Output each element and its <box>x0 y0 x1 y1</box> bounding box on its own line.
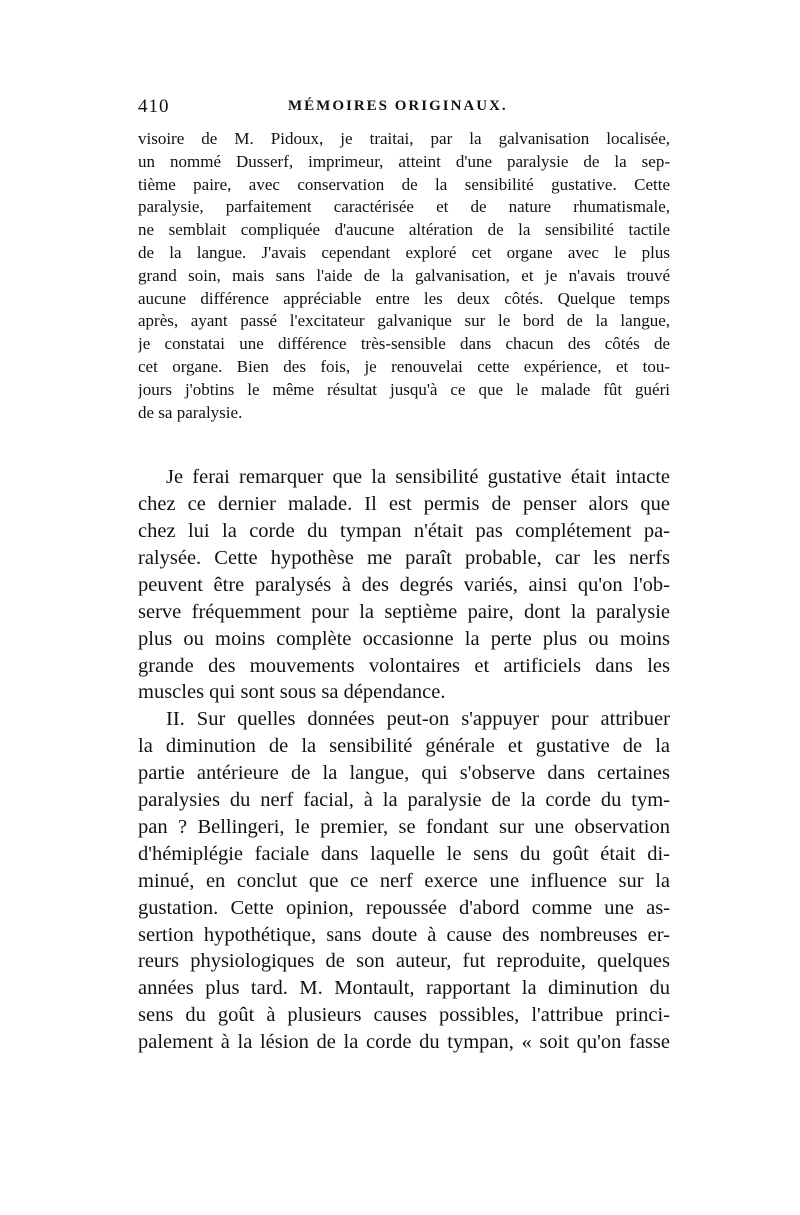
text-line: de la langue. J'avais cependant exploré cet organe avec le plus <box>138 242 670 262</box>
text-line: je constatai une différence très-sensible dans chacun des côtés de <box>138 334 670 354</box>
text-line: jours j'obtins le même résultat jusqu'à ce que le malade fût guéri <box>138 379 670 399</box>
text-line: gustation. Cette opinion, repoussée d'abord comme une as- <box>138 896 670 919</box>
text-line: années plus tard. M. Montault, rapportant la diminution du <box>138 977 670 1000</box>
text-line: palement à la lésion de la corde du tympan, « soit qu'on fasse <box>138 1031 670 1054</box>
text-line: visoire de M. Pidoux, je traitai, par la galvanisation localisée, <box>138 129 670 148</box>
text-line: la diminution de la sensibilité générale et gustative de la <box>138 735 670 758</box>
text-line: grand soin, mais sans l'aide de la galvanisation, et je n'avais trouvé <box>138 265 670 285</box>
text-line: tième paire, avec conservation de la sensibilité gustative. Cette <box>138 174 670 194</box>
text-line: aucune différence appréciable entre les deux côtés. Quelque temps <box>138 288 670 308</box>
paragraph-2 <box>138 464 670 706</box>
text-line: après, ayant passé l'excitateur galvanique sur le bord de la langue, <box>138 311 670 331</box>
text-line: chez lui la corde du tympan n'était pas complétement pa- <box>138 520 670 543</box>
text-line: sertion hypothétique, sans doute à cause des nombreuses er- <box>138 923 670 946</box>
text-line: paralysie, parfaitement caractérisée et de nature rhumatismale, <box>138 197 670 217</box>
text-line: chez ce dernier malade. Il est permis de penser alors que <box>138 493 670 516</box>
text-line: Je ferai remarquer que la sensibilité gustative était intacte <box>166 466 670 489</box>
text-line: de sa paralysie. <box>138 402 243 422</box>
text-line: partie antérieure de la langue, qui s'observe dans certaines <box>138 762 670 785</box>
text-line: serve fréquemment pour la septième paire, dont la paralysie <box>138 600 670 623</box>
text-line: minué, en conclut que ce nerf exerce une influence sur la <box>138 869 670 892</box>
book-page <box>138 96 670 1056</box>
text-line: muscles qui sont sous sa dépendance. <box>138 681 446 704</box>
paragraph-1 <box>138 128 670 424</box>
text-line: peuvent être paralysés à des degrés variés, ainsi qu'on l'ob- <box>138 573 670 596</box>
text-line: cet organe. Bien des fois, je renouvelai cette expérience, et tou- <box>138 356 670 376</box>
text-line: II. Sur quelles données peut-on s'appuyer pour attribuer <box>166 708 670 731</box>
page-header <box>138 96 670 126</box>
text-line: un nommé Dusserf, imprimeur, atteint d'une paralysie de la sep- <box>138 151 670 171</box>
page-number: 410 <box>138 96 170 117</box>
paragraph-3 <box>138 706 670 1056</box>
text-line: d'hémiplégie faciale dans laquelle le sens du goût était di- <box>138 842 670 865</box>
text-line: paralysies du nerf facial, à la paralysie de la corde du tym- <box>138 789 670 812</box>
text-line: sens du goût à plusieurs causes possibles, l'attribue princi- <box>138 1004 670 1027</box>
text-line: plus ou moins complète occasionne la perte plus ou moins <box>138 627 670 650</box>
text-line: ne semblait compliquée d'aucune altération de la sensibilité tactile <box>138 220 670 240</box>
running-head: MÉMOIRES ORIGINAUX. <box>288 98 508 114</box>
text-line: grande des mouvements volontaires et artificiels dans les <box>138 654 670 677</box>
text-line: reurs physiologiques de son auteur, fut reproduite, quelques <box>138 950 670 973</box>
text-line: pan ? Bellingeri, le premier, se fondant sur une observation <box>138 815 670 838</box>
text-line: ralysée. Cette hypothèse me paraît probable, car les nerfs <box>138 547 670 570</box>
